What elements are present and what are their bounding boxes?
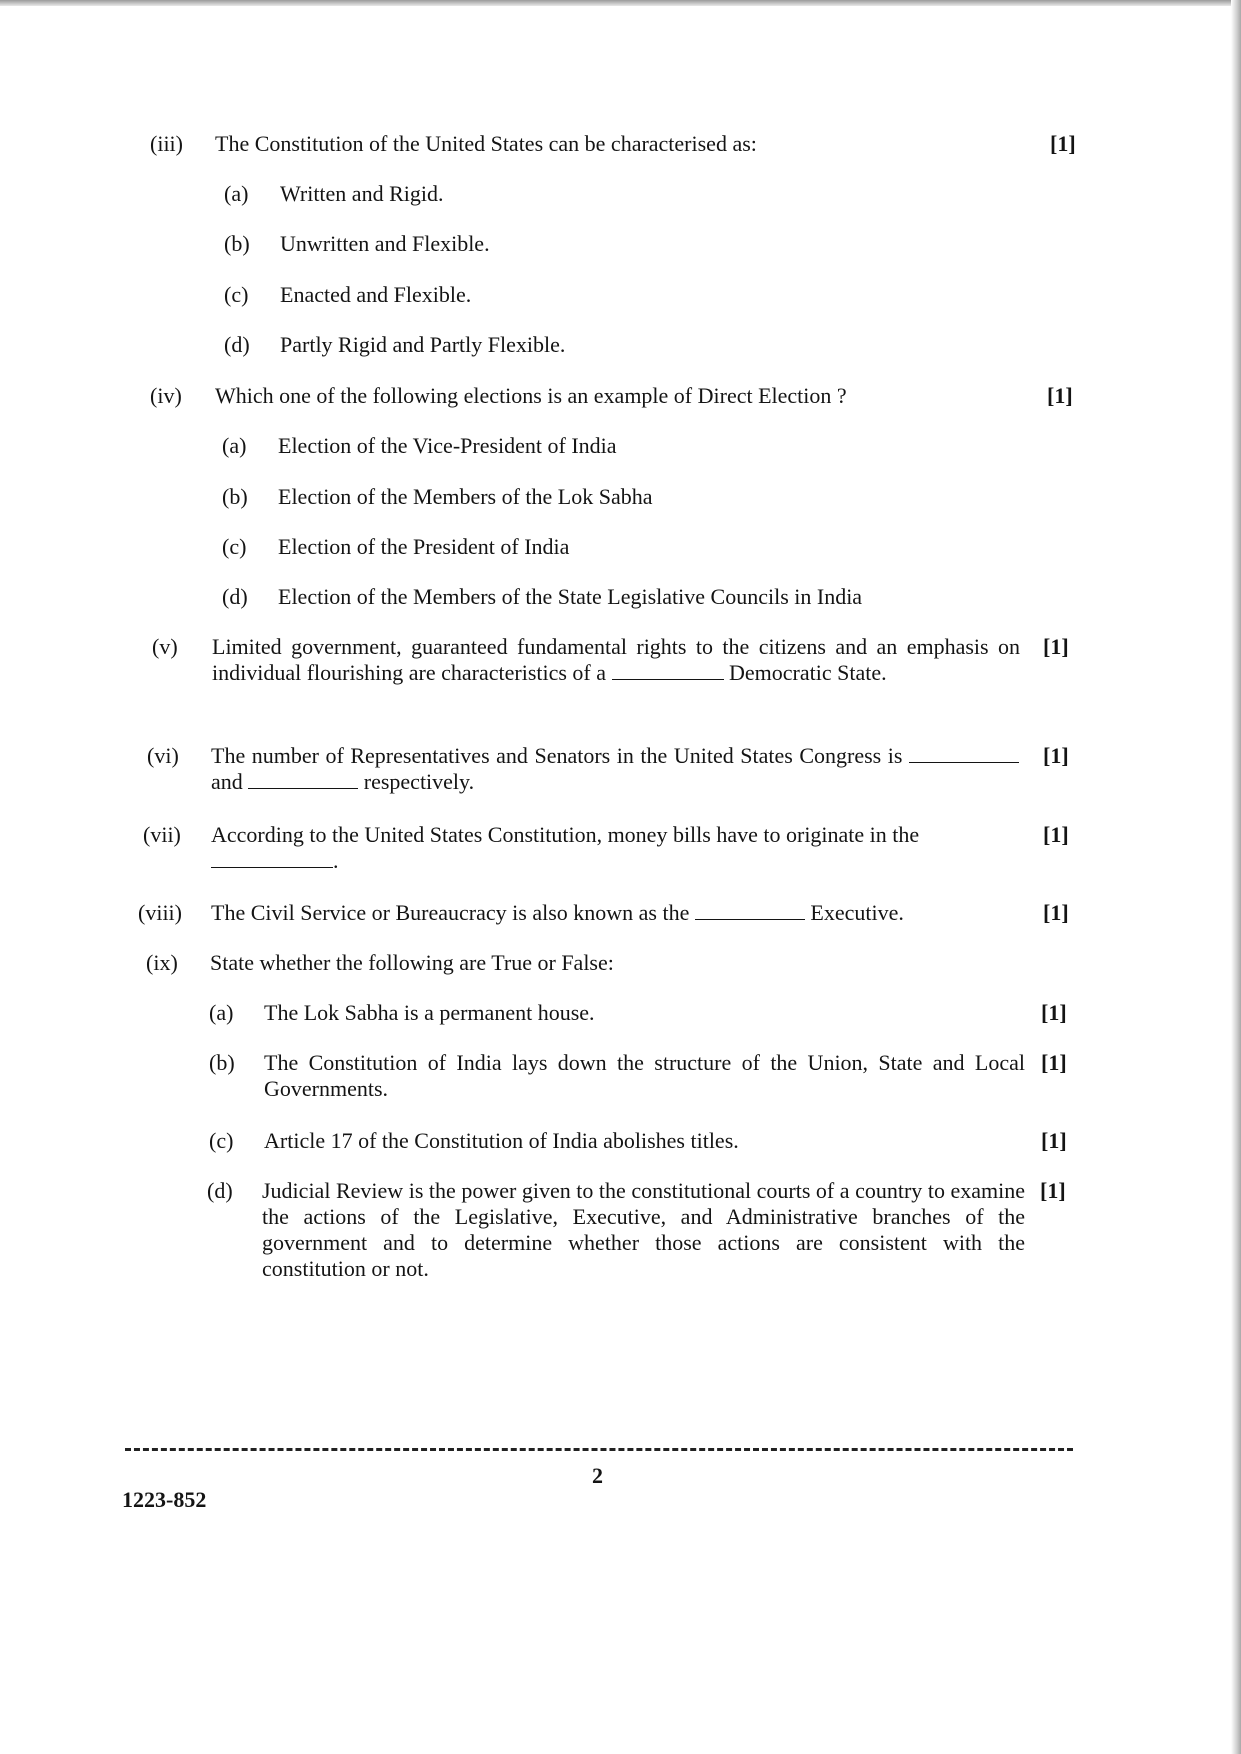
marks-badge: [1]	[1043, 634, 1069, 659]
question-text-part: The Civil Service or Bureaucracy is also known as the	[211, 900, 690, 925]
option-letter: (b)	[222, 484, 248, 509]
question-text: State whether the following are True or False:	[210, 950, 614, 975]
question-text-part: Executive.	[810, 900, 904, 925]
answer-blank	[612, 661, 724, 680]
item-text: The Constitution of India lays down the structure of the Union, State and Local Governments.	[264, 1050, 1025, 1101]
question-number: (iv)	[150, 383, 182, 408]
question-text	[212, 634, 1020, 686]
marks-badge: [1]	[1041, 1050, 1067, 1075]
option-letter: (d)	[224, 332, 250, 357]
sub-item-d	[207, 1178, 1077, 1288]
question-iv	[150, 383, 1080, 411]
item-text: Article 17 of the Constitution of India abolishes titles.	[264, 1128, 739, 1153]
question-number: (ix)	[146, 950, 178, 975]
question-viii	[138, 900, 1078, 928]
paper-code: 1223-852	[122, 1487, 207, 1512]
question-text	[211, 743, 1019, 795]
answer-blank	[909, 744, 1019, 763]
option-text: Election of the President of India	[278, 534, 570, 559]
item-text: The Lok Sabha is a permanent house.	[264, 1000, 595, 1025]
question-text-part: respectively.	[363, 769, 475, 794]
question-number: (iii)	[150, 131, 183, 156]
option-text: Enacted and Flexible.	[280, 282, 472, 307]
option-text: Partly Rigid and Partly Flexible.	[280, 332, 566, 357]
item-letter: (c)	[209, 1128, 234, 1153]
page-number: 2	[592, 1463, 603, 1488]
question-text	[211, 900, 904, 926]
marks-badge: [1]	[1043, 822, 1069, 847]
question-text-part: The number of Representatives and Senators in the United States Congress is	[211, 743, 903, 768]
footer-divider	[125, 1448, 1073, 1451]
item-letter: (d)	[207, 1178, 233, 1203]
sub-item-c	[209, 1128, 1079, 1156]
sub-item-a	[209, 1000, 1079, 1028]
answer-blank	[211, 849, 333, 868]
question-vii	[143, 822, 1073, 876]
question-number: (v)	[152, 634, 178, 659]
option-text: Election of the Members of the State Legislative Councils in India	[278, 584, 863, 609]
marks-badge: [1]	[1041, 1128, 1067, 1153]
answer-blank	[248, 770, 358, 789]
option-letter: (d)	[222, 584, 248, 609]
marks-badge: [1]	[1043, 900, 1069, 925]
question-number: (vi)	[147, 743, 179, 768]
option-letter: (c)	[222, 534, 247, 559]
option-text: Election of the Vice-President of India	[278, 433, 617, 458]
option-text: Unwritten and Flexible.	[280, 231, 490, 256]
question-text-part: Democratic State.	[729, 660, 887, 685]
marks-badge: [1]	[1043, 743, 1069, 768]
item-letter: (b)	[209, 1050, 235, 1075]
question-text-part: According to the United States Constitution, money bills have to originate in the	[211, 822, 920, 847]
option-letter: (a)	[222, 433, 247, 458]
question-text-part: Limited government, guaranteed fundamental rights to the citizens and an emphasis on individual flourishing are characteristics of a	[212, 634, 1020, 685]
question-number: (vii)	[143, 822, 181, 847]
option-text: Election of the Members of the Lok Sabha	[278, 484, 653, 509]
question-text-part: .	[333, 848, 339, 873]
question-text: Which one of the following elections is an example of Direct Election ?	[215, 383, 847, 408]
option-letter: (c)	[224, 282, 249, 307]
question-vi	[147, 743, 1077, 797]
option-letter: (a)	[224, 181, 249, 206]
question-text: The Constitution of the United States can be characterised as:	[215, 131, 757, 156]
question-text-part: and	[211, 769, 243, 794]
marks-badge: [1]	[1050, 131, 1076, 156]
question-ix	[146, 950, 1076, 978]
question-v	[152, 634, 1082, 714]
sub-item-b	[209, 1050, 1079, 1104]
question-iii	[150, 131, 1080, 159]
item-letter: (a)	[209, 1000, 234, 1025]
marks-badge: [1]	[1047, 383, 1073, 408]
marks-badge: [1]	[1040, 1178, 1066, 1203]
question-number: (viii)	[138, 900, 182, 925]
answer-blank	[695, 901, 805, 920]
marks-badge: [1]	[1041, 1000, 1067, 1025]
question-text	[211, 822, 1019, 874]
option-letter: (b)	[224, 231, 250, 256]
option-text: Written and Rigid.	[280, 181, 444, 206]
item-text: Judicial Review is the power given to the constitutional courts of a country to examine the actions of the Legislative, Executive, and Administrative branches of the government and to determine whether those actions are consistent with the constitution or not.	[262, 1178, 1025, 1281]
